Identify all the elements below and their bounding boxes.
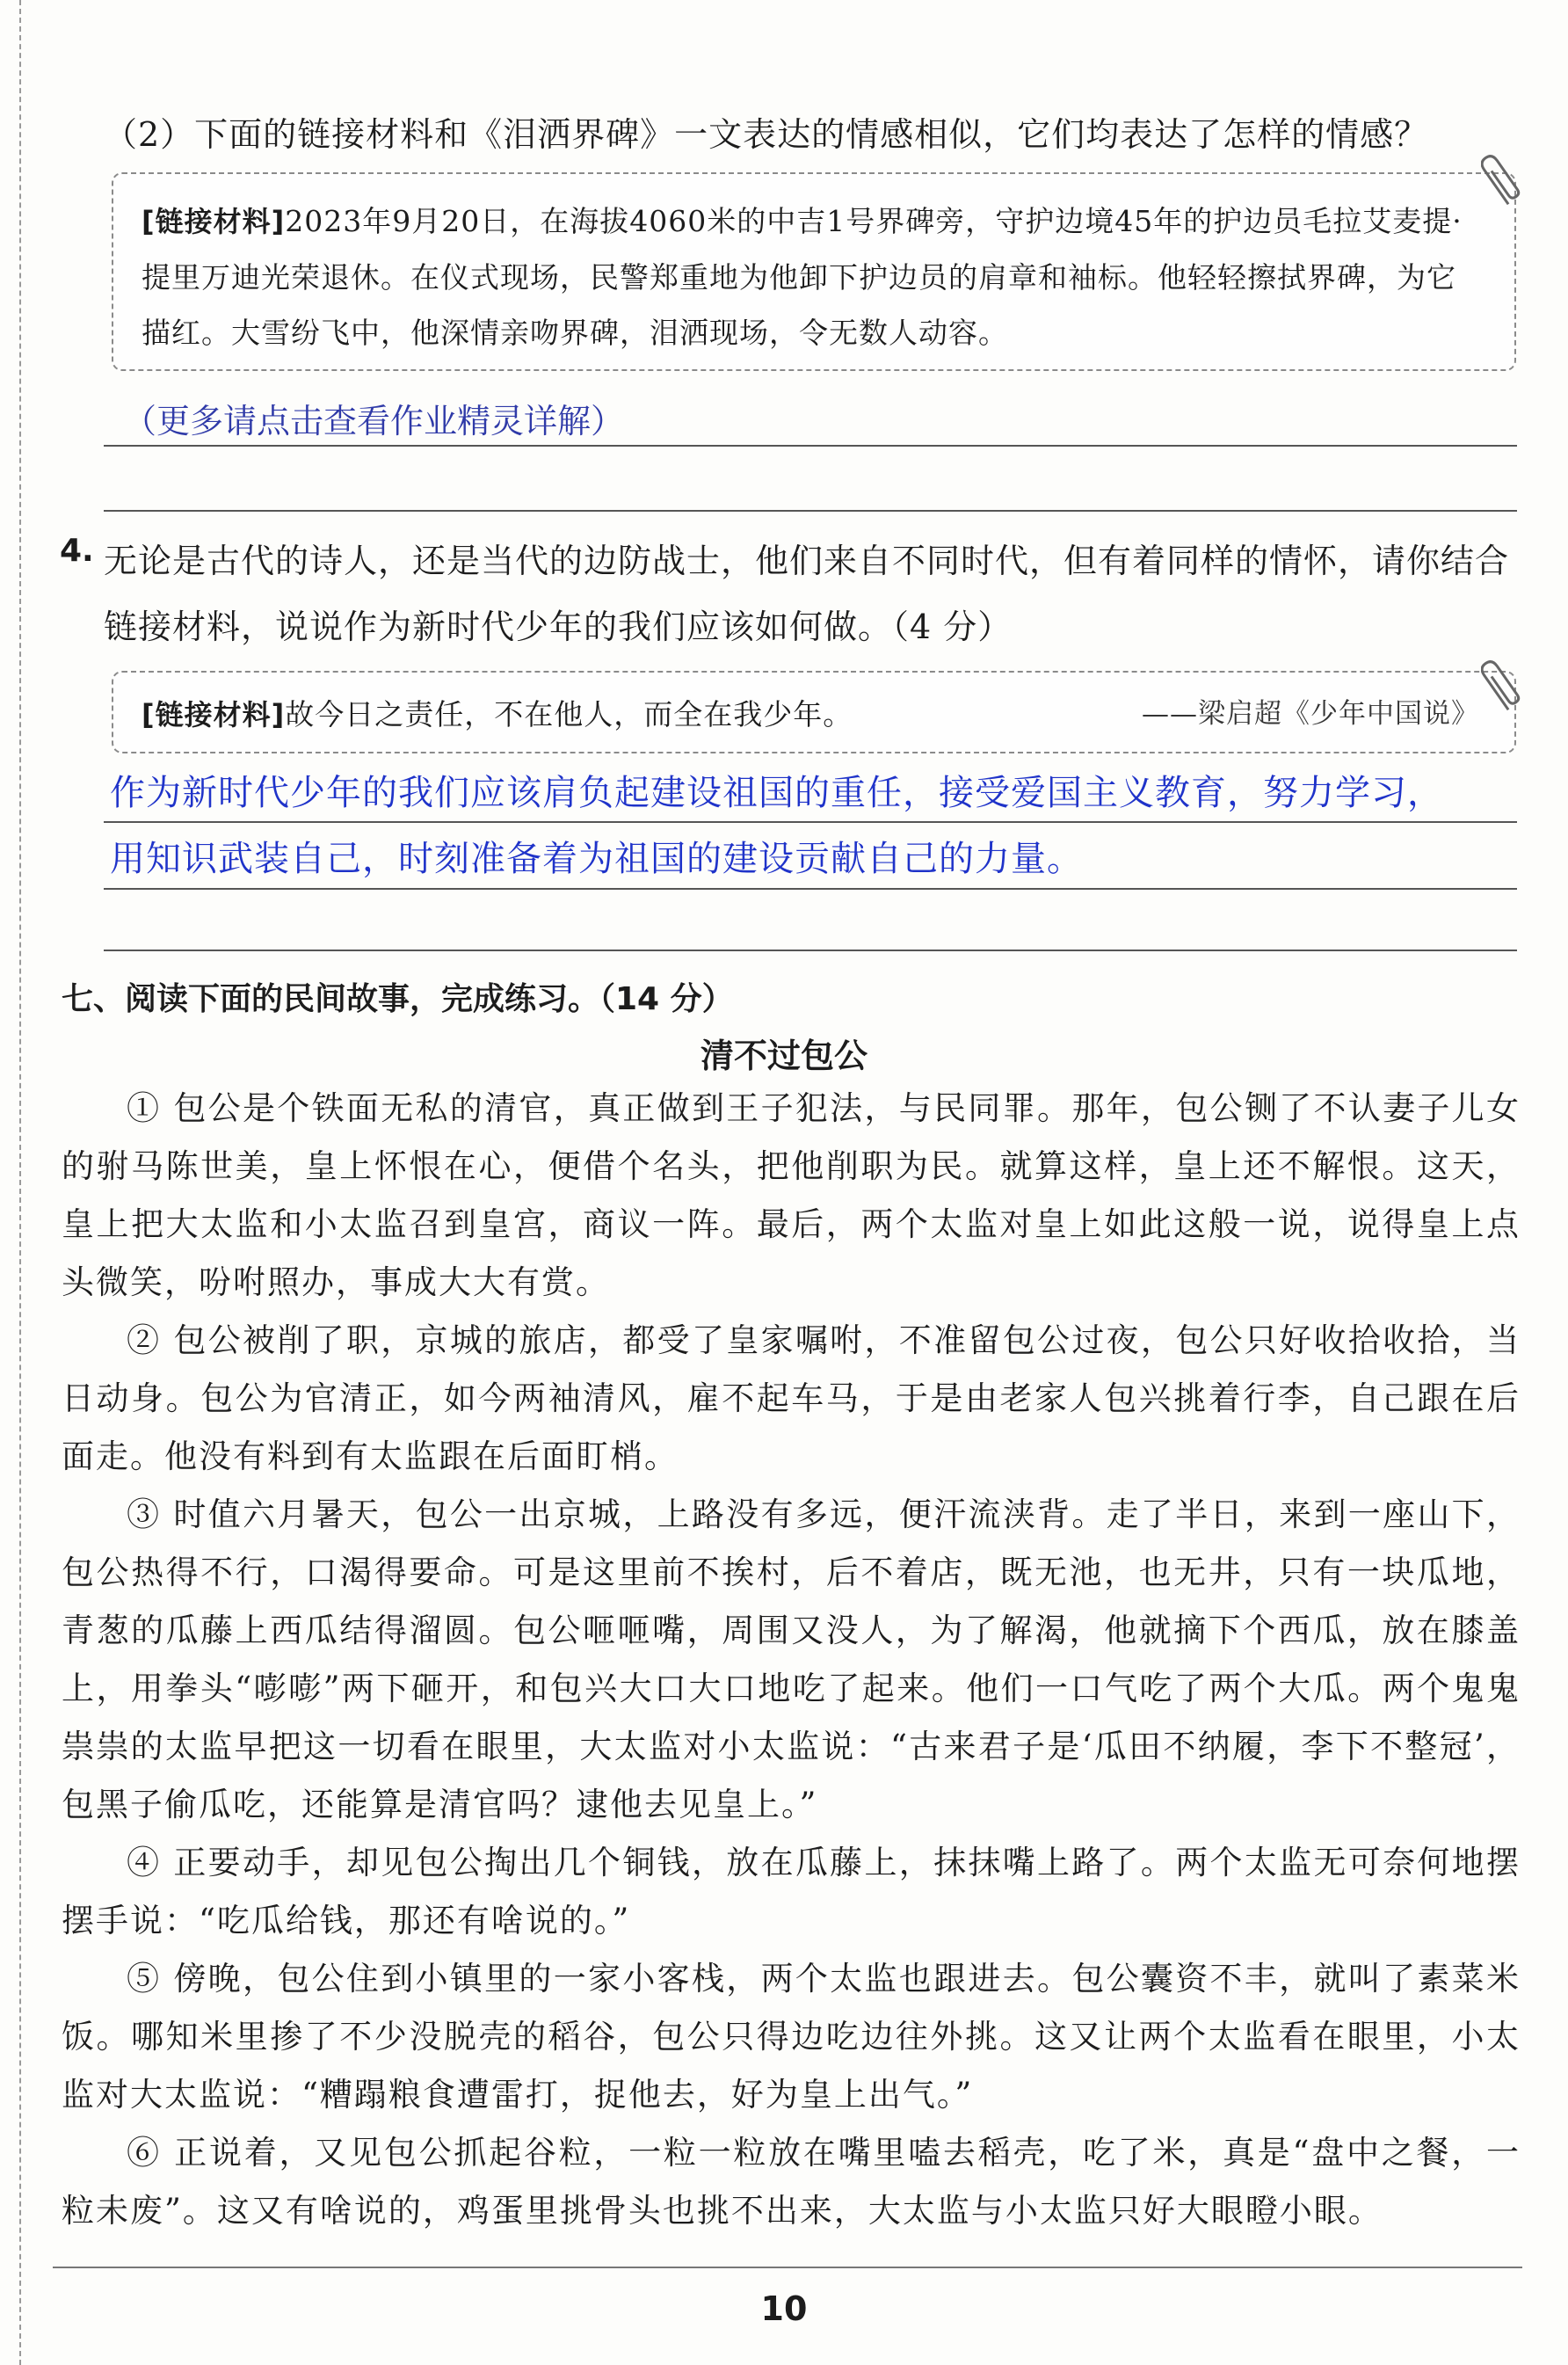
- question-4-number: 4.: [60, 533, 94, 569]
- question-2-prompt: （2）下面的链接材料和《泪洒界碑》一文表达的情感相似，它们均表达了怎样的情感？: [104, 115, 1429, 154]
- answer-line-1: 作为新时代少年的我们应该肩负起建设祖国的重任，接受爱国主义教育，努力学习，: [110, 773, 1443, 813]
- binding-margin-line: [19, 0, 21, 2365]
- story-paragraph-3: ③ 时值六月暑天，包公一出京城，上路没有多远，便汗流浃背。走了半日，来到一座山下，包公热得不行，口渴得要命。可是这里前不挨村，后不着店，既无池，也无井，只有一块瓜地，青葱的瓜藤上西瓜结得溜圆。包公咂咂嘴，周围又没人，为了解渴，他就摘下个西瓜，放在膝盖上，用拳头“嘭嘭”两下砸开，和包兴大口大口地吃了起来。他们一口气吃了两个大瓜。两个鬼鬼祟祟的太监早把这一切看在眼里，大太监对小太监说：“古来君子是‘瓜田不纳履，李下不整冠’，包黑子偷瓜吃，还能算是清官吗？逮他去见皇上。”: [62, 1495, 1521, 1823]
- answer-rule-line: [104, 888, 1517, 890]
- link-material-2-source: ——梁启超《少年中国说》: [1142, 698, 1479, 730]
- paperclip-icon: [1481, 149, 1521, 211]
- story-body: [62, 1080, 1521, 2240]
- link-material-tag: [链接材料]: [142, 205, 286, 238]
- section-7-heading: 七、阅读下面的民间故事，完成练习。（14 分）: [62, 981, 734, 1017]
- page-number: 10: [760, 2289, 808, 2328]
- footer-divider: [53, 2267, 1522, 2268]
- paperclip-icon: [1481, 655, 1521, 717]
- link-material-2-quote: 故今日之责任，不在他人，而全在我少年。: [285, 697, 853, 731]
- link-material-box-1: [112, 172, 1516, 371]
- story-paragraph-2: ② 包公被削了职，京城的旅店，都受了皇家嘱咐，不准留包公过夜，包公只好收拾收拾，当日动身。包公为官清正，如今两袖清风，雇不起车马，于是由老家人包兴挑着行李，自己跟在后面走。他没有料到有太监跟在后面盯梢。: [62, 1321, 1521, 1475]
- answer-rule-line: [104, 445, 1517, 447]
- link-material-tag: [链接材料]: [142, 698, 286, 731]
- answer-rule-line: [104, 510, 1517, 512]
- answer-line-2: 用知识武装自己，时刻准备着为祖国的建设贡献自己的力量。: [110, 839, 1083, 879]
- link-material-1-body: 2023年9月20日，在海拔4060米的中吉1号界碑旁，守护边境45年的护边员毛拉艾麦提·提里万迪光荣退休。在仪式现场，民警郑重地为他卸下护边员的肩章和袖标。他轻轻擦拭界碑，为它描红。大雪纷飞中，他深情亲吻界碑，泪洒现场，令无数人动容。: [142, 204, 1463, 350]
- question-4-prompt: 无论是古代的诗人，还是当代的边防战士，他们来自不同时代，但有着同样的情怀，请你结合链接材料，说说作为新时代少年的我们应该如何做。（4 分）: [104, 542, 1510, 646]
- link-material-1-text: [142, 193, 1479, 360]
- story-paragraph-5: ⑤ 傍晚，包公住到小镇里的一家小客栈，两个太监也跟进去。包公囊资不丰，就叫了素菜米饭。哪知米里掺了不少没脱壳的稻谷，包公只得边吃边往外挑。这又让两个太监看在眼里，小太监对大太监说：“糟蹋粮食遭雷打，捉他去，好为皇上出气。”: [62, 1960, 1521, 2114]
- story-paragraph-4: ④ 正要动手，却见包公掏出几个铜钱，放在瓜藤上，抹抹嘴上路了。两个太监无可奈何地摆摆手说：“吃瓜给钱，那还有啥说的。”: [62, 1844, 1521, 1939]
- story-paragraph-1: ① 包公是个铁面无私的清官，真正做到王子犯法，与民同罪。那年，包公铡了不认妻子儿女的驸马陈世美，皇上怀恨在心，便借个名头，把他削职为民。就算这样，皇上还不解恨。这天，皇上把大太监和小太监召到皇宫，商议一阵。最后，两个太监对皇上如此这般一说，说得皇上点头微笑，吩咐照办，事成大大有赏。: [62, 1089, 1521, 1301]
- link-material-box-2: [112, 671, 1516, 753]
- answer-rule-line: [104, 950, 1517, 951]
- answer-rule-line: [104, 821, 1517, 823]
- story-paragraph-6: ⑥ 正说着，又见包公抓起谷粒，一粒一粒放在嘴里嗑去稻壳，吃了米，真是“盘中之餐，一粒未废”。这又有啥说的，鸡蛋里挑骨头也挑不出来，大太监与小太监只好大眼瞪小眼。: [62, 2134, 1521, 2230]
- story-title: 清不过包公: [700, 1037, 867, 1075]
- more-solutions-link[interactable]: （更多请点击查看作业精灵详解）: [123, 402, 625, 440]
